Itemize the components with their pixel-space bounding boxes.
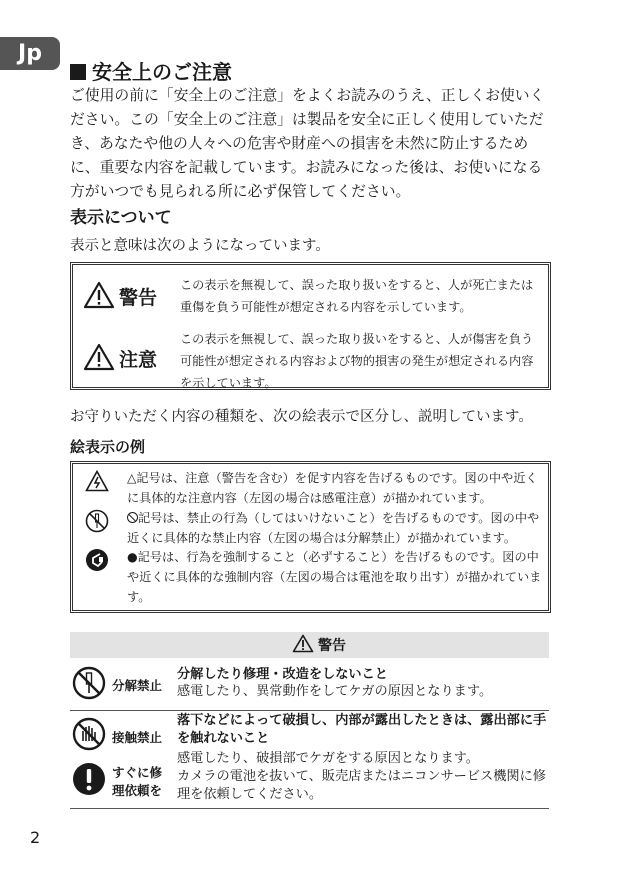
signal-word-box [70, 262, 551, 390]
example-text-mandatory: ●記号は、行為を強制すること（必ずすること）を告げるものです。図の中や近くに具体的な強制内容（左図の場合は電池を取り出す）が描かれています。 [127, 550, 542, 604]
warning-header-bar [70, 632, 549, 658]
title-square-marker [70, 64, 86, 80]
page-title-text: 安全上のご注意 [92, 60, 232, 84]
section-heading: 表示について [70, 208, 172, 228]
page-title [70, 56, 232, 85]
examples-heading: 絵表示の例 [70, 438, 146, 456]
item-label-no-disassembly: 分解禁止 [112, 678, 163, 693]
warning-triangle-icon [292, 634, 314, 653]
example-text-prohibition [127, 508, 547, 548]
signal-label-caution: 注意 [119, 349, 158, 371]
warning-triangle-icon [83, 343, 115, 371]
signal-text-caution: この表示を無視して、誤った取り扱いをすると、人が傷害を負う可能性が想定される内容および物的損害の発生が想定される内容を示しています。 [180, 332, 534, 390]
electric-shock-triangle-icon [85, 470, 109, 492]
example-text-caution: △記号は、注意（警告を含む）を促す内容を告げるものです。図の中や近くに具体的な注意内容（左図の場合は感電注意）が描かれています。 [127, 471, 538, 505]
warning-header-content [292, 634, 346, 655]
mandatory-action-icon [72, 762, 106, 796]
divider [70, 710, 549, 711]
signal-text-warning: この表示を無視して、誤った取り扱いをすると、人が死亡または重傷を負う可能性が想定される内容を示しています。 [180, 278, 534, 314]
symbol-examples-box [70, 461, 551, 613]
no-touch-icon [72, 717, 106, 751]
prohibition-symbol-icon [127, 512, 138, 523]
item-title-no-disassembly: 分解したり修理・改造をしないこと [177, 667, 388, 682]
no-disassembly-icon [85, 509, 109, 533]
example-text-prohibition-body: 記号は、禁止の行為（してはいけないこと）を告げるものです。図の中や近くに具体的な禁止内容（左図の場合は分解禁止）が描かれています。 [127, 511, 540, 545]
item-title-no-touch: 落下などによって破損し、内部が露出したときは、露出部に手を触れないこと [177, 713, 547, 746]
remove-battery-icon [85, 548, 109, 572]
no-disassembly-icon [72, 666, 106, 700]
warning-header-label: 警告 [318, 638, 346, 654]
warning-triangle-icon [83, 281, 115, 309]
page-number: 2 [30, 828, 41, 847]
language-tab: Jp [0, 37, 60, 70]
item-label-request-repair: すぐに修理依頼を [112, 765, 163, 798]
item-label-no-touch: 接触禁止 [112, 730, 163, 745]
item-desc-no-disassembly: 感電したり、異常動作をしてケガの原因となります。 [177, 684, 493, 699]
divider [70, 808, 549, 809]
item-desc-request-repair: カメラの電池を抜いて、販売店またはニコンサービス機関に修理を依頼してください。 [177, 769, 546, 802]
signal-label-warning: 警告 [119, 287, 158, 309]
symbols-intro: お守りいただく内容の種類を、次の絵表示で区分し、説明しています。 [70, 409, 533, 425]
intro-paragraph: ご使用の前に「安全上のご注意」をよくお読みのうえ、正しくお使いください。この「安全上のご注意」は製品を安全に正しく使用していただき、あなたや他の人々への危害や財産への損害を未然に防止するために、重要な内容を記載しています。お読みになった後は、お使いになる方がいつでも見られる所に必ず保管してください。 [70, 87, 545, 200]
item-desc-no-touch: 感電したり、破損部でケガをする原因となります。 [177, 751, 479, 766]
section-lead: 表示と意味は次のようになっています。 [70, 238, 330, 254]
